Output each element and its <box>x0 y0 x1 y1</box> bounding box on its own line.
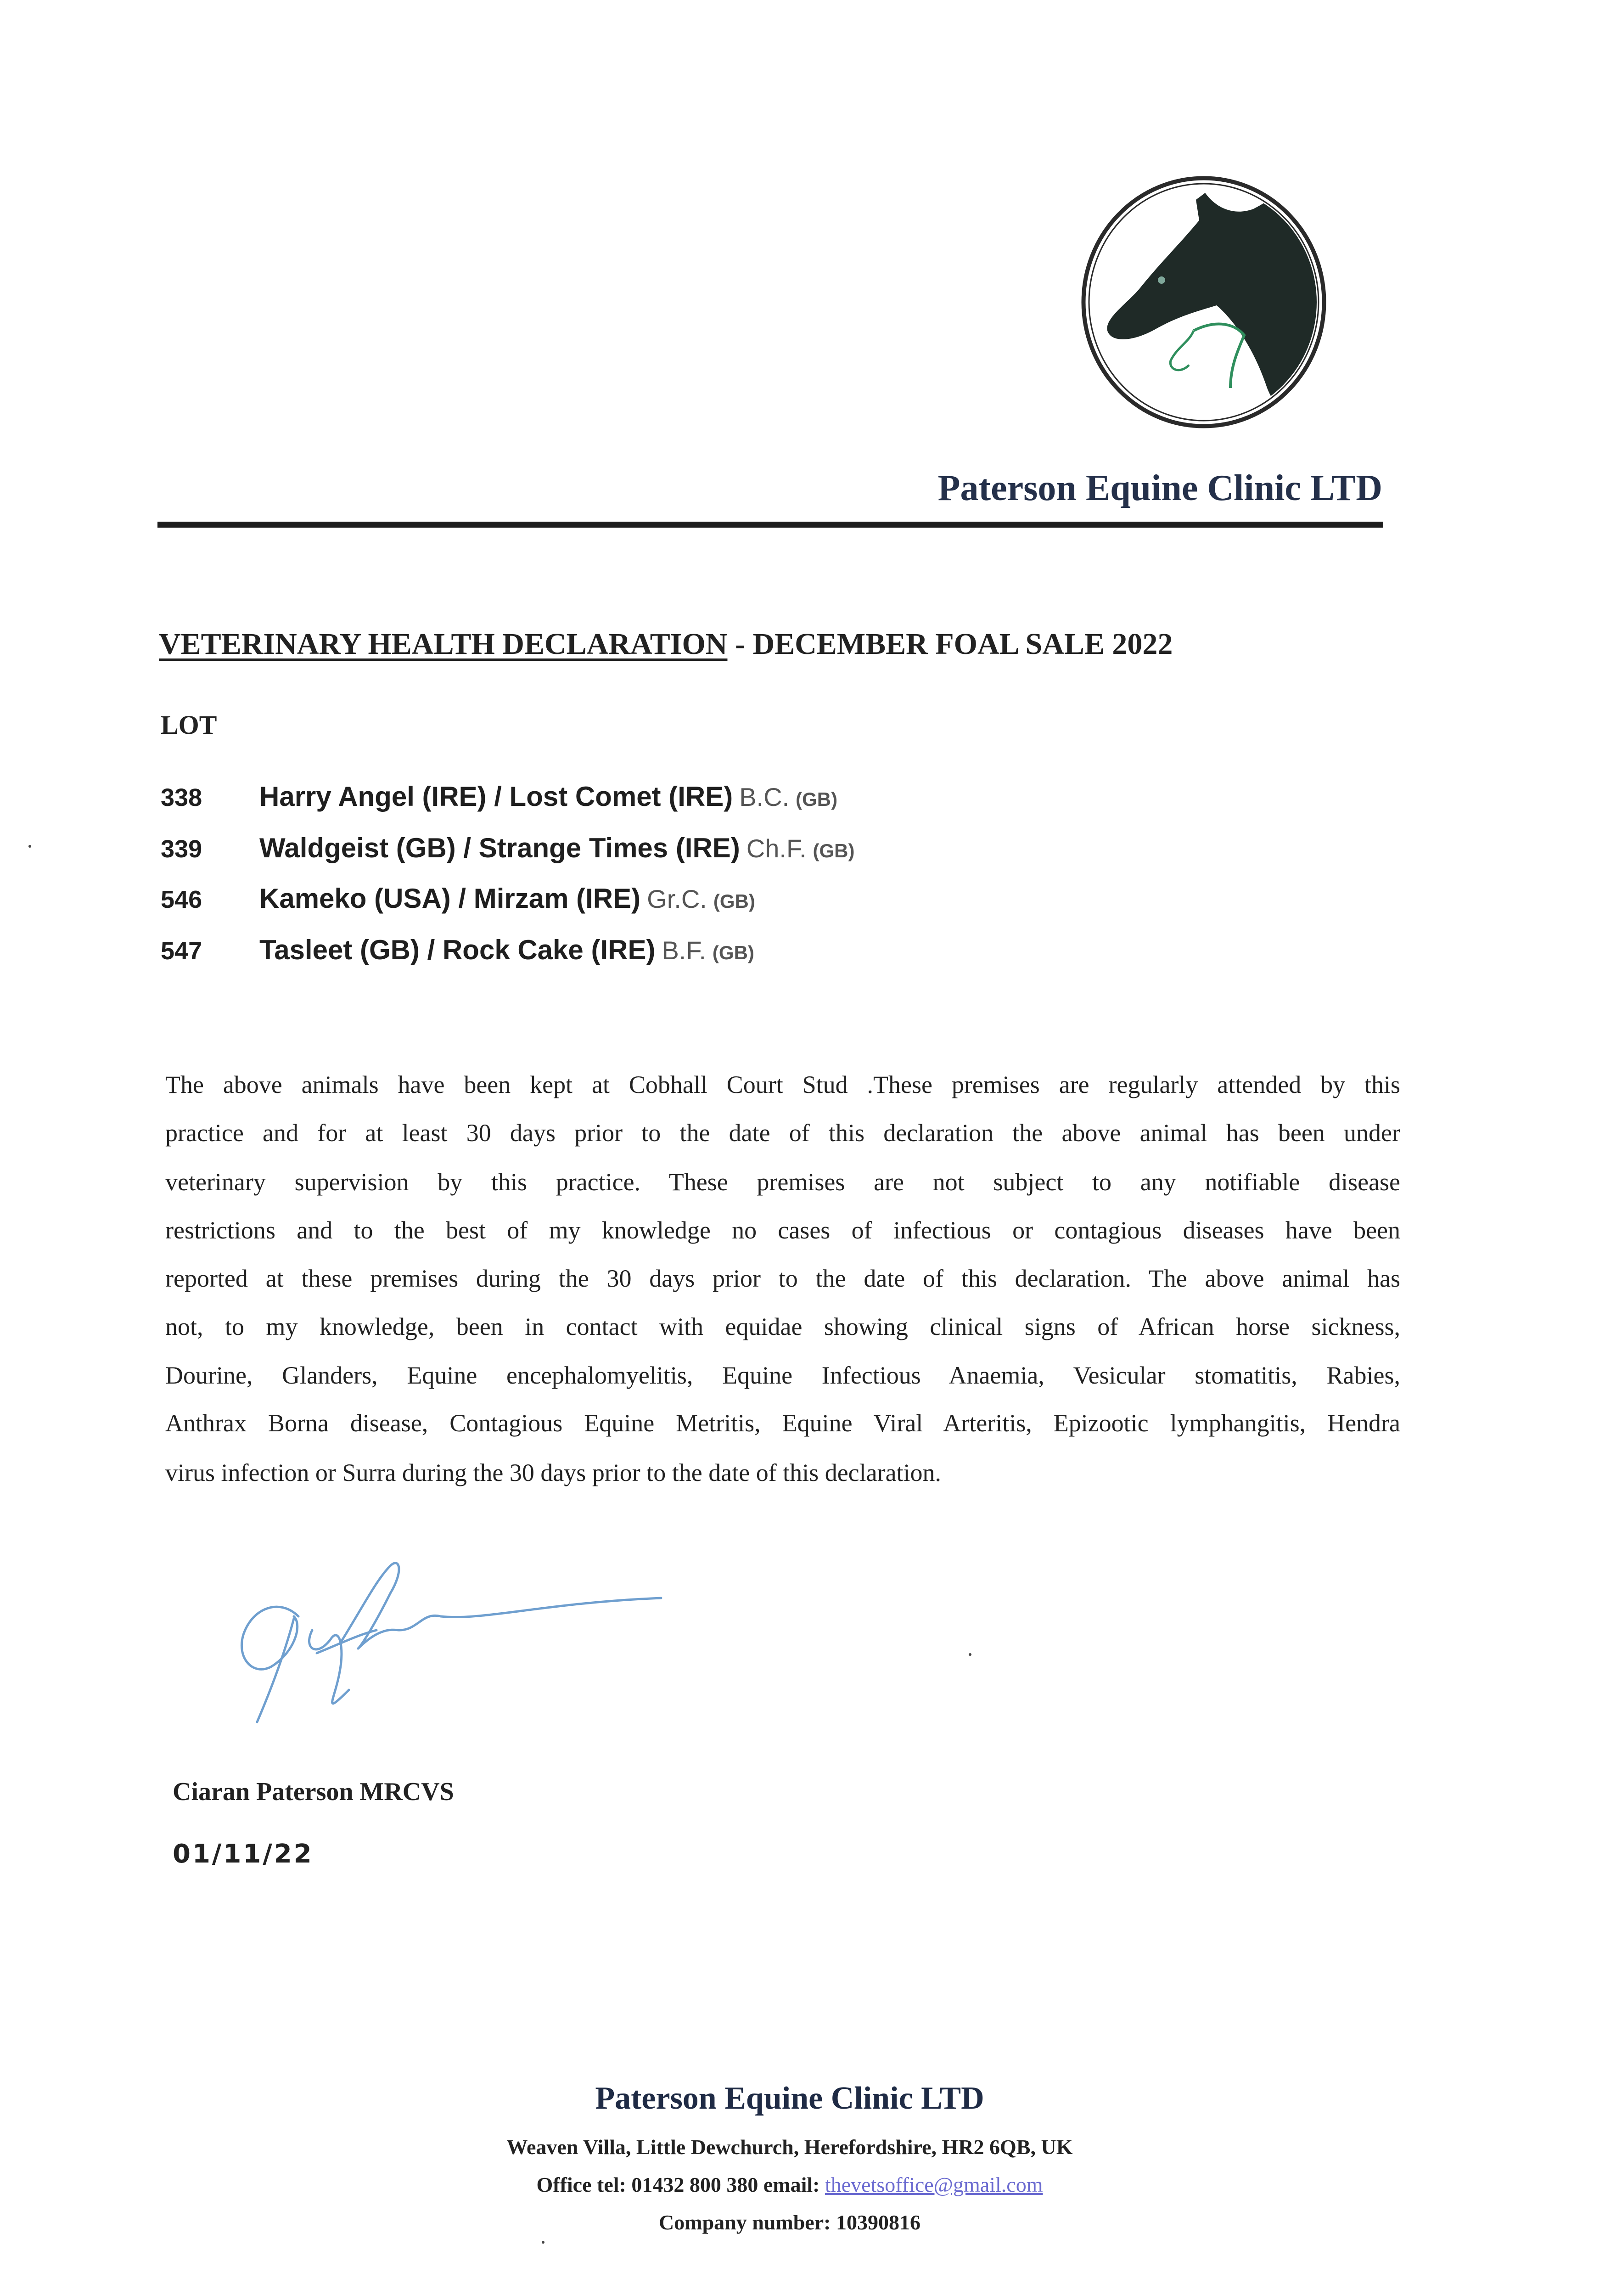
footer-clinic-name: Paterson Equine Clinic LTD <box>595 2081 984 2116</box>
header-divider <box>157 522 1383 528</box>
signer-name: Ciaran Paterson MRCVS <box>173 1778 454 1806</box>
body-line: virus infection or Surra during the 30 days prior to the date of this declaration. <box>165 1459 942 1486</box>
footer-company-number: Company number: 10390816 <box>659 2211 920 2234</box>
lot-origin: (GB) <box>712 942 754 963</box>
footer-contact <box>0 2166 1579 2204</box>
lot-sex: Ch.F. <box>746 834 807 863</box>
clinic-name-header: Paterson Equine Clinic LTD <box>937 468 1382 508</box>
scan-speck <box>542 2241 544 2244</box>
body-line: Dourine, Glanders, Equine encephalomyelitis, Equine Infectious Anaemia, Vesicular stomatitis, Rabies, <box>165 1362 1400 1389</box>
lot-row <box>161 781 837 812</box>
handwritten-signature <box>225 1538 675 1745</box>
signature-date: 01/11/22 <box>173 1839 314 1869</box>
body-line: The above animals have been kept at Cobhall Court Stud .These premises are regularly attended by this <box>165 1071 1400 1098</box>
lot-sex: Gr.C. <box>647 884 707 913</box>
body-line: Anthrax Borna disease, Contagious Equine Metritis, Equine Viral Arteritis, Epizootic lymphangitis, Hendra <box>165 1409 1400 1437</box>
scan-speck <box>28 845 31 848</box>
lot-number: 546 <box>161 886 202 913</box>
footer-address: Weaven Villa, Little Dewchurch, Herefordshire, HR2 6QB, UK <box>506 2135 1073 2159</box>
body-line: reported at these premises during the 30 days prior to the date of this declaration. The above animal has <box>165 1265 1400 1292</box>
lot-sex: B.C. <box>739 782 790 811</box>
lot-origin: (GB) <box>713 890 755 912</box>
lot-row <box>161 832 855 864</box>
lot-origin: (GB) <box>813 840 855 861</box>
lot-row <box>161 934 754 966</box>
body-line: not, to my knowledge, been in contact with equidae showing clinical signs of African horse sickness, <box>165 1313 1400 1340</box>
lot-horse: Harry Angel (IRE) / Lost Comet (IRE) <box>259 781 733 812</box>
horse-head-logo-icon <box>1079 172 1331 429</box>
declaration-title-rest: - DECEMBER FOAL SALE 2022 <box>727 627 1173 661</box>
footer-email-link[interactable]: thevetsoffice@gmail.com <box>825 2173 1043 2196</box>
lot-number: 547 <box>161 937 202 965</box>
lot-origin: (GB) <box>796 788 838 810</box>
lot-sex: B.F. <box>662 936 706 965</box>
body-line: practice and for at least 30 days prior to the date of this declaration the above animal has been under <box>165 1119 1400 1147</box>
scan-speck <box>969 1653 971 1656</box>
body-line: restrictions and to the best of my knowledge no cases of infectious or contagious diseases have been <box>165 1216 1400 1244</box>
footer-office-tel: Office tel: 01432 800 380 email: <box>536 2173 825 2196</box>
lot-horse: Kameko (USA) / Mirzam (IRE) <box>259 883 641 914</box>
declaration-title-underlined: VETERINARY HEALTH DECLARATION <box>159 627 728 661</box>
lot-row <box>161 883 755 914</box>
lot-horse: Tasleet (GB) / Rock Cake (IRE) <box>259 934 656 965</box>
lot-horse: Waldgeist (GB) / Strange Times (IRE) <box>259 833 740 863</box>
lot-number: 338 <box>161 784 202 811</box>
lot-number: 339 <box>161 835 202 863</box>
lot-label: LOT <box>161 710 217 740</box>
body-line: veterinary supervision by this practice. These premises are not subject to any notifiable disease <box>165 1168 1400 1196</box>
declaration-title <box>159 627 1173 662</box>
footer <box>0 2080 1579 2241</box>
